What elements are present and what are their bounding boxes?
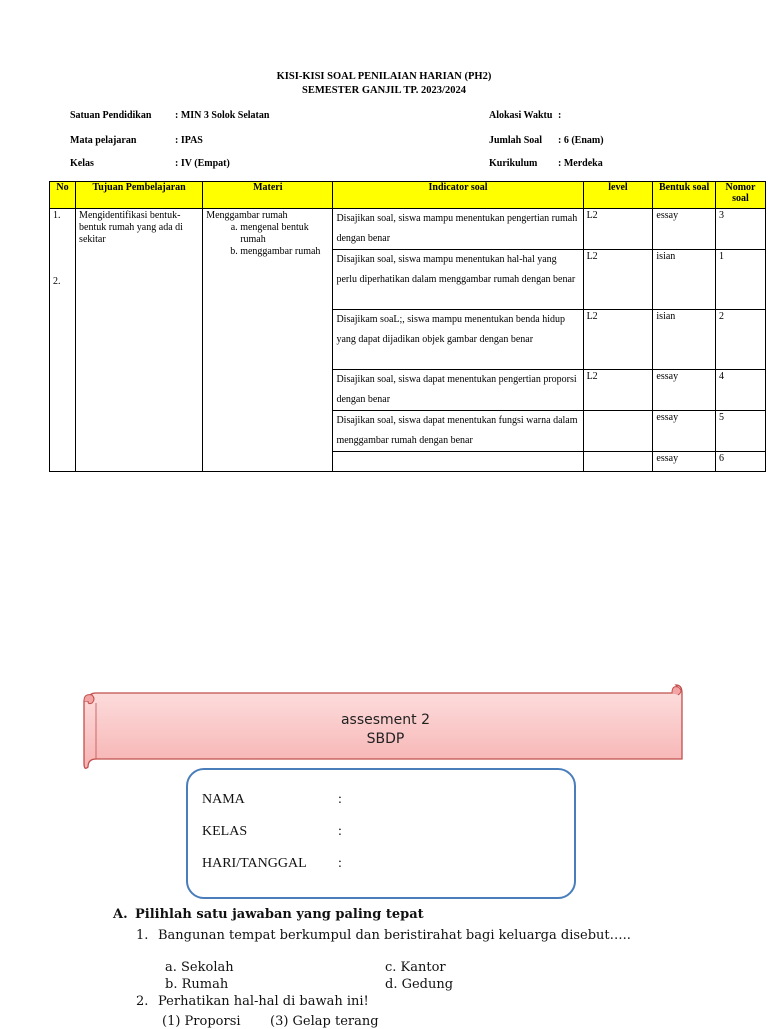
table-row	[50, 209, 766, 250]
cell-indicator	[333, 452, 583, 472]
option-c: c. Kantor	[385, 960, 446, 975]
question-2-text: Perhatikan hal-hal di bawah ini!	[158, 994, 369, 1009]
cell-nomor: 1	[715, 250, 765, 310]
document-title: KISI-KISI SOAL PENILAIAN HARIAN (PH2)	[276, 71, 492, 82]
cell-materi	[203, 209, 333, 472]
question-1-text: Bangunan tempat berkumpul dan beristirahat bagi keluarga disebut…..	[158, 928, 631, 943]
meta-label-jumlah: Jumlah Soal	[489, 135, 543, 146]
header-nomor: Nomor soal	[715, 182, 765, 209]
meta-label-alokasi: Alokasi Waktu	[489, 110, 553, 121]
option-a: a. Sekolah	[165, 960, 234, 975]
cell-bentuk: essay	[653, 370, 716, 411]
meta-label-mapel: Mata pelajaran	[70, 135, 137, 146]
cell-nomor: 4	[715, 370, 765, 411]
header-level: level	[583, 182, 653, 209]
identity-label-hari: HARI/TANGGAL	[202, 856, 307, 871]
cell-indicator: Disajikan soal, siswa mampu menentukan hal-hal yang perlu diperhatikan dalam menggambar rumah dengan benar	[333, 250, 583, 310]
cell-level: L2	[583, 209, 653, 250]
meta-label-kurikulum: Kurikulum	[489, 158, 538, 169]
cell-nomor: 3	[715, 209, 765, 250]
cell-level: L2	[583, 310, 653, 370]
identity-colon-nama: :	[338, 792, 342, 807]
materi-title: Menggambar rumah	[206, 210, 288, 221]
cell-bentuk: isian	[653, 310, 716, 370]
kisi-kisi-table	[49, 181, 766, 472]
meta-value-kelas: : IV (Empat)	[175, 158, 230, 169]
cell-level: L2	[583, 370, 653, 411]
meta-value-alokasi: :	[558, 110, 562, 121]
cell-bentuk: essay	[653, 452, 716, 472]
cell-indicator: Disajikan soal, siswa mampu menentukan pengertian rumah dengan benar	[333, 209, 583, 250]
identity-label-nama: NAMA	[202, 792, 245, 807]
question-2-item-3: (3) Gelap terang	[270, 1014, 379, 1029]
cell-nomor: 5	[715, 411, 765, 452]
question-2-item-1: (1) Proporsi	[162, 1014, 241, 1029]
cell-level: L2	[583, 250, 653, 310]
header-bentuk: Bentuk soal	[653, 182, 716, 209]
section-a-marker: A.	[113, 907, 128, 922]
identity-colon-hari: :	[338, 856, 342, 871]
materi-list	[206, 222, 329, 258]
cell-bentuk: essay	[653, 411, 716, 452]
cell-indicator: Disajikam soaL;, siswa mampu menentukan benda hidup yang dapat dijadikan objek gambar dengan benar	[333, 310, 583, 370]
table-header-row	[50, 182, 766, 209]
meta-label-satuan: Satuan Pendidikan	[70, 110, 152, 121]
header-tujuan: Tujuan Pembelajaran	[76, 182, 203, 209]
meta-label-kelas: Kelas	[70, 158, 94, 169]
header-materi: Materi	[203, 182, 333, 209]
cell-level	[583, 411, 653, 452]
identity-colon-kelas: :	[338, 824, 342, 839]
cell-bentuk: isian	[653, 250, 716, 310]
banner-line1: assesment 2	[340, 712, 431, 728]
cell-level	[583, 452, 653, 472]
materi-item: b. menggambar rumah	[240, 246, 329, 258]
no-2: 2.	[53, 276, 61, 287]
meta-value-jumlah: : 6 (Enam)	[558, 135, 604, 146]
cell-indicator: Disajikan soal, siswa dapat menentukan pengertian proporsi dengan benar	[333, 370, 583, 411]
banner-line2: SBDP	[366, 731, 405, 747]
meta-value-kurikulum: : Merdeka	[558, 158, 603, 169]
banner-title	[88, 711, 683, 749]
cell-no	[50, 209, 76, 472]
section-a-title: Pilihlah satu jawaban yang paling tepat	[135, 907, 424, 922]
cell-tujuan: Mengidentifikasi bentuk-bentuk rumah yang ada di sekitar	[76, 209, 203, 472]
option-d: d. Gedung	[385, 977, 454, 992]
document-subtitle: SEMESTER GANJIL TP. 2023/2024	[302, 85, 466, 96]
header-indicator: Indicator soal	[333, 182, 583, 209]
materi-item: a. mengenal bentuk rumah	[240, 222, 329, 246]
cell-nomor: 2	[715, 310, 765, 370]
question-1-number: 1.	[136, 928, 149, 943]
question-2-number: 2.	[136, 994, 149, 1009]
cell-nomor: 6	[715, 452, 765, 472]
header-no: No	[50, 182, 76, 209]
option-b: b. Rumah	[165, 977, 229, 992]
meta-value-mapel: : IPAS	[175, 135, 203, 146]
cell-indicator: Disajikan soal, siswa dapat menentukan fungsi warna dalam menggambar rumah dengan benar	[333, 411, 583, 452]
no-1: 1.	[53, 210, 61, 221]
cell-bentuk: essay	[653, 209, 716, 250]
meta-value-satuan: : MIN 3 Solok Selatan	[175, 110, 270, 121]
identity-label-kelas: KELAS	[202, 824, 248, 839]
